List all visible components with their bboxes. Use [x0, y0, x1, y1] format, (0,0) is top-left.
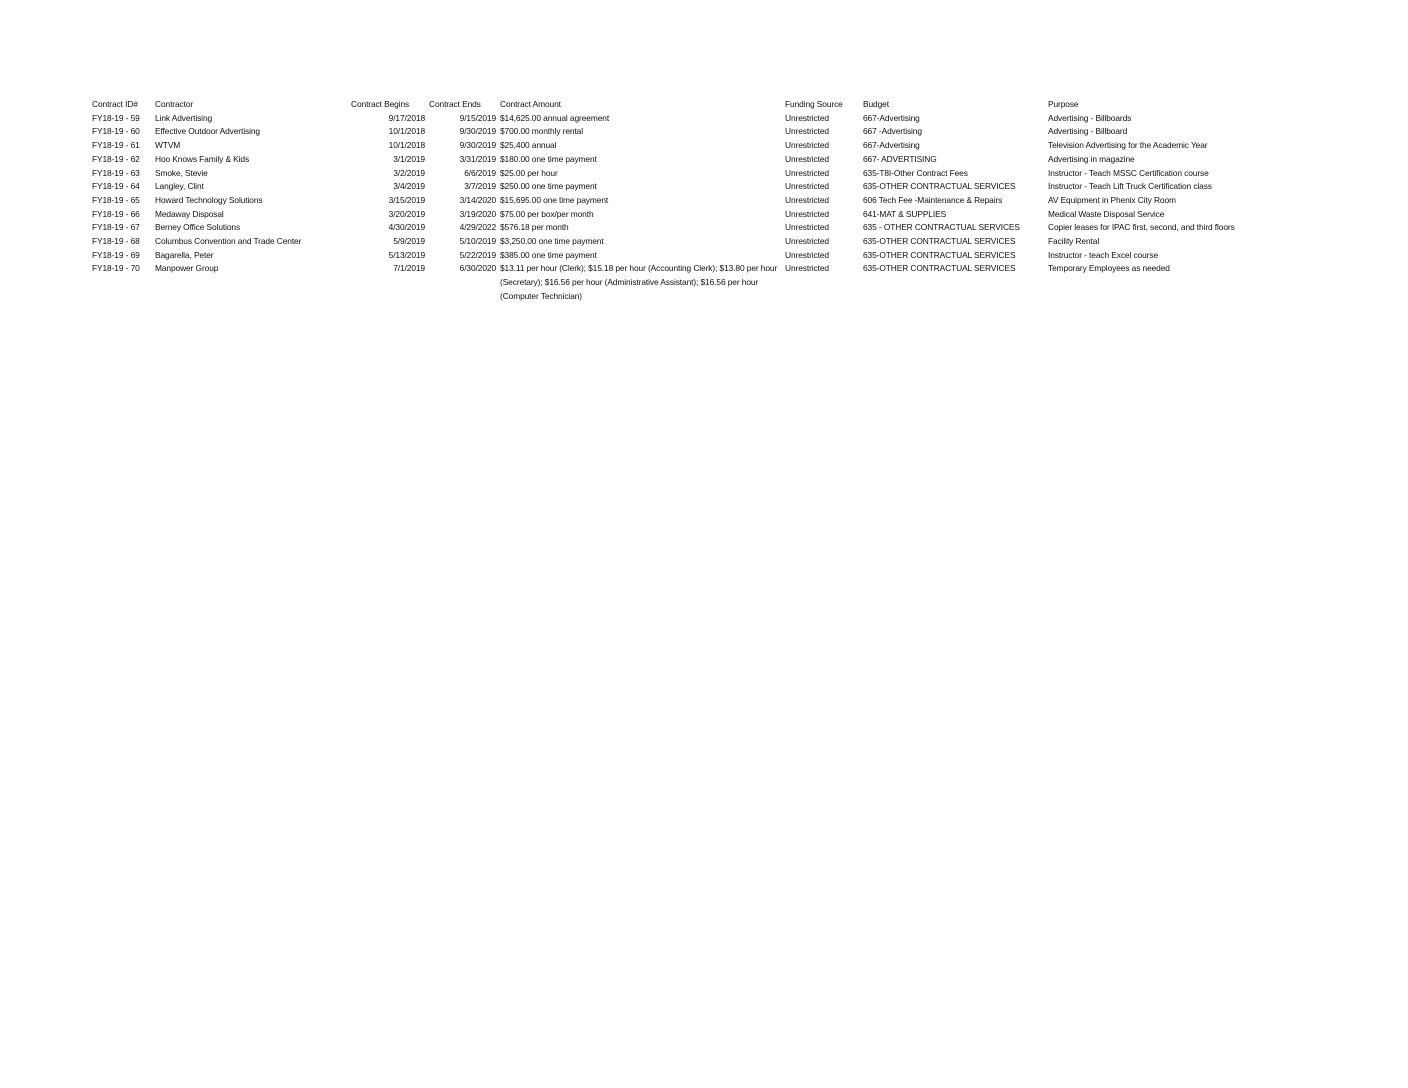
cell-funding-source: Unrestricted [785, 140, 829, 151]
cell-contract-amount: $180.00 one time payment [500, 153, 597, 164]
cell-funding-source: Unrestricted [785, 181, 829, 192]
table-row [92, 235, 1282, 249]
cell-contract-ends: 5/10/2019 [459, 236, 496, 247]
cell-budget: 667 -Advertising [863, 126, 922, 137]
cell-budget: 641-MAT & SUPPLIES [863, 208, 947, 219]
cell-purpose: Facility Rental [1048, 236, 1100, 247]
cell-budget: 635-OTHER CONTRACTUAL SERVICES [863, 249, 1016, 260]
cell-contract-begins: 9/17/2018 [388, 112, 425, 123]
cell-purpose: Instructor - teach Excel course [1048, 249, 1159, 260]
table-row [92, 194, 1282, 208]
cell-contract-id: FY18-19 - 64 [92, 181, 140, 192]
cell-funding-source: Unrestricted [785, 236, 829, 247]
header-contract-begins: Contract Begins [351, 99, 410, 109]
cell-budget: 635-OTHER CONTRACTUAL SERVICES [863, 181, 1016, 192]
cell-contract-ends: 9/15/2019 [459, 112, 496, 123]
cell-contract-id: FY18-19 - 65 [92, 194, 140, 205]
cell-purpose: Television Advertising for the Academic Year [1048, 140, 1208, 151]
header-contract-ends: Contract Ends [429, 99, 481, 109]
cell-funding-source: Unrestricted [785, 126, 829, 137]
table-row [92, 262, 1282, 303]
cell-contractor: Howard Technology Solutions [155, 194, 263, 205]
cell-contract-id: FY18-19 - 62 [92, 153, 140, 164]
cell-contract-ends: 3/7/2019 [464, 181, 496, 192]
cell-contract-ends: 3/31/2019 [459, 153, 496, 164]
cell-contractor: Bagarella, Peter [155, 249, 214, 260]
cell-contract-begins: 3/1/2019 [393, 153, 425, 164]
table-row [92, 112, 1282, 126]
cell-contract-id: FY18-19 - 63 [92, 167, 140, 178]
cell-funding-source: Unrestricted [785, 194, 829, 205]
table-row [92, 167, 1282, 181]
cell-contract-ends: 4/29/2022 [459, 222, 496, 233]
cell-contract-amount: $250.00 one time payment [500, 181, 597, 192]
header-contract-amount: Contract Amount [500, 99, 561, 109]
cell-contractor: WTVM [155, 140, 181, 151]
cell-contract-id: FY18-19 - 66 [92, 208, 140, 219]
cell-purpose: Instructor - Teach Lift Truck Certification class [1048, 181, 1212, 192]
cell-purpose: Medical Waste Disposal Service [1048, 208, 1165, 219]
table-row [92, 125, 1282, 139]
table-row [92, 139, 1282, 153]
header-budget: Budget [863, 99, 889, 109]
cell-contract-amount: $3,250.00 one time payment [500, 236, 604, 247]
cell-contract-amount: $15,695.00 one time payment [500, 194, 609, 205]
header-contract-id: Contract ID# [92, 99, 138, 109]
table-body [92, 112, 1282, 304]
header-row [92, 98, 1282, 112]
cell-purpose: Temporary Employees as needed [1048, 263, 1170, 274]
cell-funding-source: Unrestricted [785, 153, 829, 164]
cell-budget: 667-Advertising [863, 140, 920, 151]
cell-contractor: Medaway Disposal [155, 208, 224, 219]
cell-budget: 606 Tech Fee -Maintenance & Repairs [863, 194, 1003, 205]
cell-contract-begins: 3/4/2019 [393, 181, 425, 192]
table-row [92, 153, 1282, 167]
table-row [92, 208, 1282, 222]
table-row [92, 180, 1282, 194]
cell-contract-ends: 9/30/2019 [459, 126, 496, 137]
cell-funding-source: Unrestricted [785, 167, 829, 178]
cell-contract-begins: 5/9/2019 [393, 236, 425, 247]
header-purpose: Purpose [1048, 99, 1079, 109]
cell-contractor: Manpower Group [155, 263, 219, 274]
cell-contractor: Link Advertising [155, 112, 213, 123]
cell-budget: 635-OTHER CONTRACTUAL SERVICES [863, 236, 1016, 247]
cell-contract-amount: $75.00 per box/per month [500, 208, 594, 219]
cell-contract-ends: 5/22/2019 [459, 249, 496, 260]
header-contractor: Contractor [155, 99, 194, 109]
cell-purpose: Advertising - Billboard [1048, 126, 1128, 137]
cell-contract-id: FY18-19 - 67 [92, 222, 140, 233]
cell-contract-amount: $14,625.00 annual agreement [500, 112, 610, 123]
cell-contract-begins: 7/1/2019 [393, 263, 425, 274]
cell-contract-amount: $25.00 per hour [500, 167, 558, 178]
contracts-table [92, 98, 1282, 304]
cell-contractor: Smoke, Stevie [155, 167, 208, 178]
cell-contract-amount: $13.11 per hour (Clerk); $15.18 per hour (Accounting Clerk); $13.80 per hour (Secretary); $16.56 per hour (Administrative Assistant); $16.56 per hour (Computer Technician) [500, 263, 778, 301]
cell-contractor: Langley, Clint [155, 181, 204, 192]
cell-funding-source: Unrestricted [785, 208, 829, 219]
cell-contract-amount: $700.00 monthly rental [500, 126, 584, 137]
table-row [92, 249, 1282, 263]
cell-contract-ends: 9/30/2019 [459, 140, 496, 151]
cell-funding-source: Unrestricted [785, 249, 829, 260]
cell-contract-begins: 3/20/2019 [388, 208, 425, 219]
cell-budget: 667- ADVERTISING [863, 153, 937, 164]
cell-contract-id: FY18-19 - 68 [92, 236, 140, 247]
cell-funding-source: Unrestricted [785, 112, 829, 123]
cell-purpose: Copier leases for IPAC first, second, and third floors [1048, 222, 1235, 233]
cell-contract-amount: $25,400 annual [500, 140, 557, 151]
cell-budget: 635 - OTHER CONTRACTUAL SERVICES [863, 222, 1020, 233]
cell-contract-ends: 6/30/2020 [459, 263, 496, 274]
cell-purpose: AV Equipment in Phenix City Room [1048, 194, 1176, 205]
table-row [92, 221, 1282, 235]
cell-contract-ends: 3/19/2020 [459, 208, 496, 219]
cell-contract-id: FY18-19 - 70 [92, 263, 140, 274]
cell-funding-source: Unrestricted [785, 222, 829, 233]
cell-budget: 667-Advertising [863, 112, 920, 123]
cell-budget: 635-T8I-Other Contract Fees [863, 167, 968, 178]
cell-contract-begins: 4/30/2019 [388, 222, 425, 233]
cell-contractor: Berney Office Solutions [155, 222, 241, 233]
cell-contract-begins: 10/1/2018 [388, 140, 425, 151]
cell-contract-ends: 6/6/2019 [464, 167, 496, 178]
cell-contract-ends: 3/14/2020 [459, 194, 496, 205]
cell-contract-amount: $576.18 per month [500, 222, 569, 233]
cell-purpose: Instructor - Teach MSSC Certification course [1048, 167, 1209, 178]
cell-contract-begins: 10/1/2018 [388, 126, 425, 137]
cell-contractor: Columbus Convention and Trade Center [155, 236, 302, 247]
cell-purpose: Advertising - Billboards [1048, 112, 1132, 123]
table-header [92, 98, 1282, 112]
cell-contract-begins: 3/2/2019 [393, 167, 425, 178]
cell-contract-id: FY18-19 - 61 [92, 140, 140, 151]
cell-funding-source: Unrestricted [785, 263, 829, 274]
cell-contract-begins: 5/13/2019 [388, 249, 425, 260]
cell-contractor: Hoo Knows Family & Kids [155, 153, 250, 164]
cell-budget: 635-OTHER CONTRACTUAL SERVICES [863, 263, 1016, 274]
cell-contractor: Effective Outdoor Advertising [155, 126, 260, 137]
cell-contract-id: FY18-19 - 60 [92, 126, 140, 137]
cell-purpose: Advertising in magazine [1048, 153, 1135, 164]
cell-contract-id: FY18-19 - 59 [92, 112, 140, 123]
cell-contract-amount: $385.00 one time payment [500, 249, 597, 260]
cell-contract-id: FY18-19 - 69 [92, 249, 140, 260]
header-funding-source: Funding Source [785, 99, 843, 109]
cell-contract-begins: 3/15/2019 [388, 194, 425, 205]
